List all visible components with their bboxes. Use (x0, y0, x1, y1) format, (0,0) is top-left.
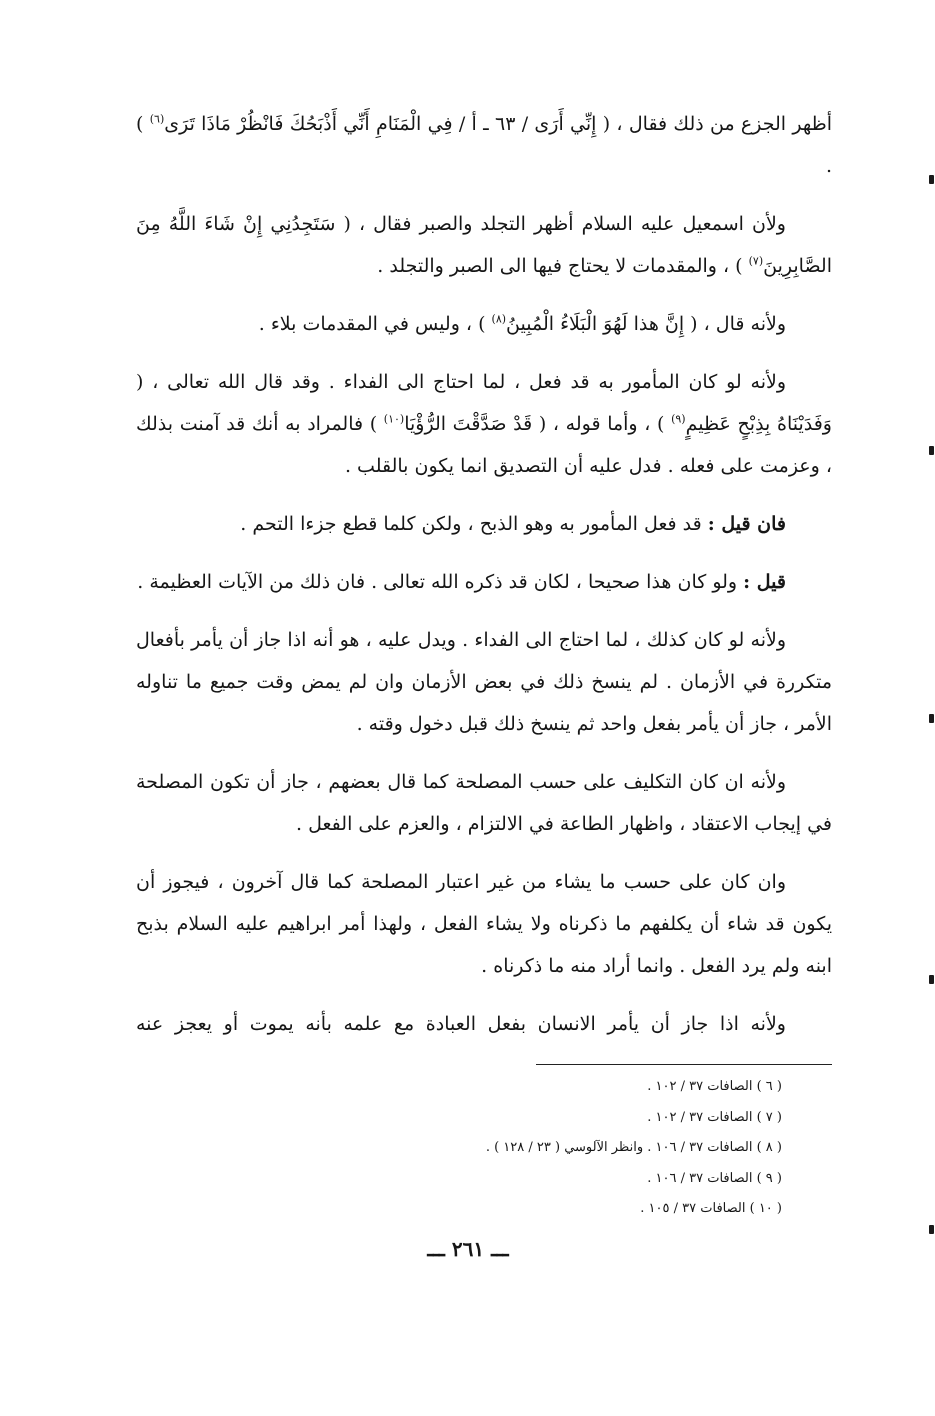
footnote-8: ( ٨ ) الصافات ٣٧ / ١٠٦ . وانظر الآلوسي ( ٢٣ / ١٢٨ ) . (485, 1140, 782, 1155)
paragraph-text: أظهر الجزع من ذلك فقال ، ( إِنِّي أَرَى / ٦٣ ـ أ / فِي الْمَنَامِ أَنِّي أَذْبَحُكَ فَانْظُرْ مَاذَا تَرَى (164, 113, 833, 135)
paragraph-text: ولأنه اذا جاز أن يأمر الانسان بفعل العبادة مع علمه بأنه يموت أو يعجز عنه (136, 1013, 786, 1035)
footnote-6: ( ٦ ) الصافات ٣٧ / ١٠٢ . (647, 1079, 782, 1094)
footnote-9: ( ٩ ) الصافات ٣٧ / ١٠٦ . (647, 1170, 782, 1186)
objection-lead: فان قيل : (707, 513, 786, 535)
paragraph-text: قد فعل المأمور به وهو الذبح ، ولكن كلما قطع جزءا التحم . (240, 513, 708, 535)
main-text (136, 103, 832, 1045)
paragraph-tail: ) فالمراد به أنك قد آمنت بذلك ، وعزمت على فعله . فدل عليه أن التصديق انما يكون بالقلب . (136, 413, 832, 477)
paragraph-6 (136, 561, 832, 603)
reply-lead: قيل : (743, 571, 786, 593)
binding-hole-mark (929, 975, 934, 984)
paragraph-3 (136, 303, 832, 345)
paragraph-text: وان كان على حسب ما يشاء من غير اعتبار المصلحة كما قال آخرون ، فيجوز أن يكون قد شاء أن يكلفهم ما ذكرناه ولا يشاء الفعل ، ولهذا أمر ابراهيم عليه السلام بذبح ابنه ولم يرد الفعل . وانما أراد منه ما ذكرناه . (136, 871, 832, 977)
footnote-ref: (٦) (149, 112, 165, 126)
binding-hole-mark (929, 714, 934, 723)
footnote-ref: (٨) (491, 312, 507, 326)
paragraph-tail: ) ، وأما قوله ، ( قَدْ صَدَّقْتَ الرُّؤْيَا (404, 413, 672, 435)
paragraph-9 (136, 861, 832, 987)
footnote-ref: (٩) (671, 412, 686, 426)
page-number: ـــ ٢٦١ ـــ (427, 1237, 509, 1261)
paragraph-10 (136, 1003, 832, 1045)
paragraph-tail: ) ، وليس في المقدمات بلاء . (258, 313, 492, 335)
paragraph-2 (136, 203, 832, 287)
footnote-ref: (٧) (748, 254, 764, 268)
paragraph-tail: ) ، والمقدمات لا يحتاج فيها الى الصبر والتجلد . (377, 255, 749, 277)
footnotes (300, 1072, 782, 1225)
binding-hole-mark (929, 446, 934, 455)
paragraph-8 (136, 761, 832, 845)
binding-hole-mark (929, 1225, 934, 1234)
paragraph-text: ولأن اسمعيل عليه السلام أظهر التجلد والصبر فقال ، ( سَتَجِدُنِي إِنْ شَاءَ اللَّهُ مِنَ الصَّابِرِينَ (136, 213, 832, 277)
paragraph-text: ولأنه قال ، ( إِنَّ هذا لَهُوَ الْبَلَاءُ الْمُبِينُ (506, 313, 786, 335)
paragraph-1 (136, 103, 832, 187)
paragraph-5 (136, 503, 832, 545)
paragraph-text: ولأنه لو كان كذلك ، لما احتاج الى الفداء . ويدل عليه ، هو أنه اذا جاز أن يأمر بأفعال متكررة في الأزمان . لم ينسخ ذلك في بعض الأزمان وان لم يمض وقت جميع ما تناوله الأمر ، جاز أن يأمر بفعل واحد ثم ينسخ ذلك قبل دخول وقته . (136, 629, 832, 735)
footnote-7: ( ٧ ) الصافات ٣٧ / ١٠٢ . (647, 1109, 782, 1125)
paragraph-text: ولو كان هذا صحيحا ، لكان قد ذكره الله تعالى . فان ذلك من الآيات العظيمة . (137, 571, 744, 593)
binding-hole-mark (929, 175, 934, 184)
footnote-ref: (١٠) (383, 412, 405, 426)
paragraph-tail: ) . (136, 113, 832, 177)
footnote-10: ( ١٠ ) الصافات ٣٧ / ١٠٥ . (640, 1201, 782, 1216)
paragraph-text: ولأنه لو كان المأمور به قد فعل ، لما احتاج الى الفداء . وقد قال الله تعالى ، ( وَفَدَيْنَاهُ بِذِبْحٍ عَظِيمٍ (136, 371, 832, 435)
paragraph-4 (136, 361, 832, 487)
paragraph-text: ولأنه ان كان التكليف على حسب المصلحة كما قال بعضهم ، جاز أن تكون المصلحة في إيجاب الاعتقاد ، واظهار الطاعة في الالتزام ، والعزم على الفعل . (136, 771, 832, 835)
footnote-separator (536, 1064, 832, 1065)
paragraph-7 (136, 619, 832, 745)
